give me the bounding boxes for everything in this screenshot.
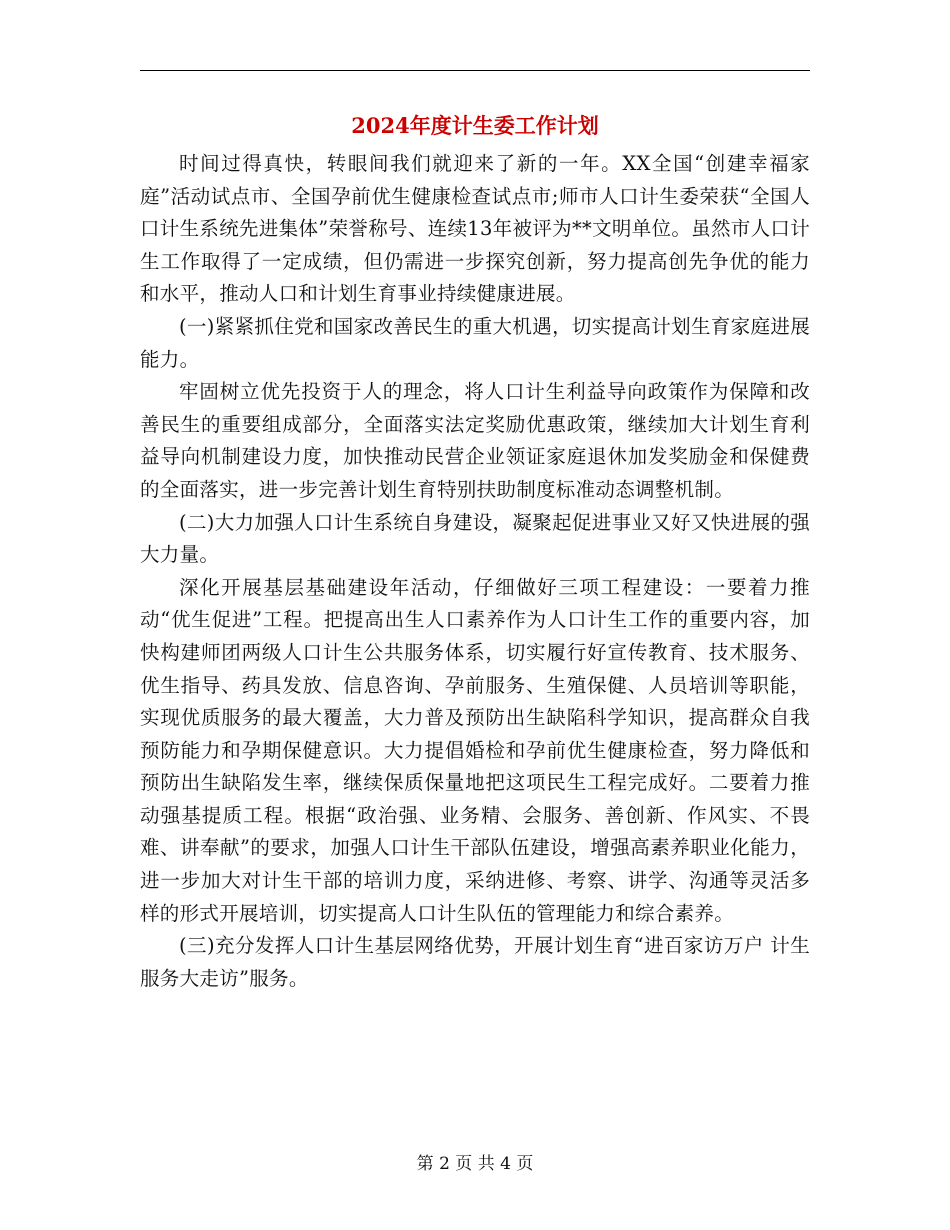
- document-title: 2024年度计生委工作计划: [351, 113, 599, 138]
- section-heading-3: (三)充分发挥人口计生基层网络优势，开展计划生育“进百家访万户 计生服务大走访”服务。: [140, 934, 810, 990]
- intro-paragraph: 时间过得真快，转眼间我们就迎来了新的一年。XX全国“创建幸福家庭”活动试点市、全国孕前优生健康检查试点市;师市人口计生委荣获“全国人口计生系统先进集体”荣誉称号、连续13年被评为**文明单位。虽然市人口计生工作取得了一定成绩，但仍需进一步探究创新，努力提高创先争优的能力和水平，推动人口和计划生育事业持续健康进展。: [140, 152, 810, 306]
- page-number-footer: 第 2 页 共 4 页: [416, 1154, 534, 1174]
- section-heading-1: (一)紧紧抓住党和国家改善民生的重大机遇，切实提高计划生育家庭进展能力。: [140, 314, 810, 371]
- document-body: [140, 148, 810, 995]
- section-heading-2: (二)大力加强人口计生系统自身建设，凝聚起促进事业又好又快进展的强大力量。: [140, 510, 810, 567]
- section-2-paragraph: 深化开展基层基础建设年活动，仔细做好三项工程建设：一要着力推动“优生促进”工程。把提高出生人口素养作为人口计生工作的重要内容，加快构建师团两级人口计生公共服务体系，切实履行好宣传教育、技术服务、优生指导、药具发放、信息咨询、孕前服务、生殖保健、人员培训等职能，实现优质服务的最大覆盖，大力普及预防出生缺陷科学知识，提高群众自我预防能力和孕期保健意识。大力提倡婚检和孕前优生健康检查，努力降低和预防出生缺陷发生率，继续保质保量地把这项民生工程完成好。二要着力推动强基提质工程。根据“政治强、业务精、会服务、善创新、作风实、不畏难、讲奉献”的要求，加强人口计生干部队伍建设，增强高素养职业化能力，进一步加大对计生干部的培训力度，采纳进修、考察、讲学、沟通等灵活多样的形式开展培训，切实提高人口计生队伍的管理能力和综合素养。: [140, 575, 810, 925]
- header-rule: [140, 70, 810, 71]
- section-1-paragraph: 牢固树立优先投资于人的理念，将人口计生利益导向政策作为保障和改善民生的重要组成部分，全面落实法定奖励优惠政策，继续加大计划生育利益导向机制建设力度，加快推动民营企业领证家庭退休加发奖励金和保健费的全面落实，进一步完善计划生育特别扶助制度标准动态调整机制。: [140, 380, 810, 501]
